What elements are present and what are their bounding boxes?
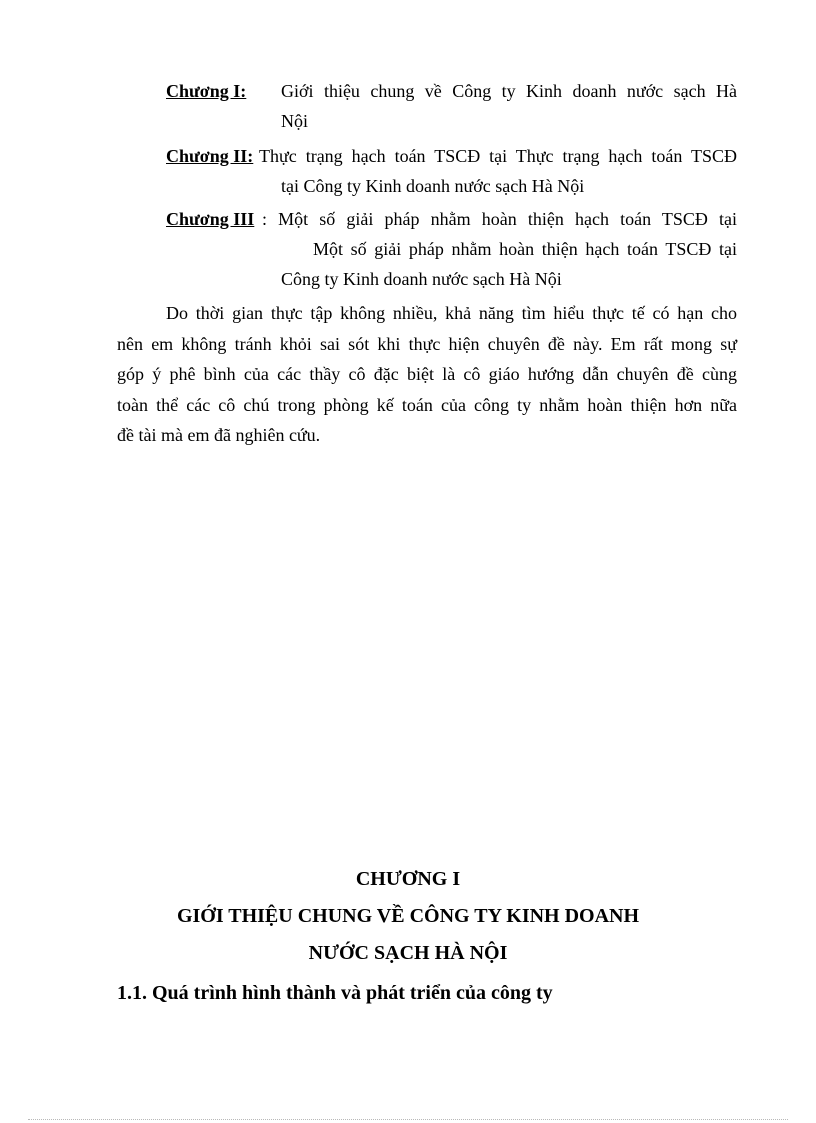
section-heading: 1.1. Quá trình hình thành và phát triển của công ty bbox=[117, 982, 553, 1004]
chapter-3-text-line-1: : Một số giải pháp nhằm hoàn thiện hạch toán TSCĐ tại bbox=[262, 209, 737, 229]
chapter-1-text-line-1: Giới thiệu chung về Công ty Kinh doanh nước sạch Hà bbox=[281, 81, 737, 101]
chapter-3-text-line-2: Một số giải pháp nhằm hoàn thiện hạch toán TSCĐ tại bbox=[313, 239, 737, 259]
chapter-3-text-line-3: Công ty Kinh doanh nước sạch Hà Nội bbox=[281, 269, 562, 289]
chapter-3-label: Chương III bbox=[166, 209, 255, 229]
page-bottom-rule bbox=[28, 1119, 788, 1120]
chapter-1-text-line-2: Nội bbox=[281, 111, 308, 131]
chapter-title-line-2: NƯỚC SẠCH HÀ NỘI bbox=[308, 942, 508, 964]
paragraph-line-2: nên em không tránh khỏi sai sót khi thực hiện chuyên đề này. Em rất mong sự bbox=[117, 334, 737, 354]
paragraph-line-1: Do thời gian thực tập không nhiều, khả năng tìm hiểu thực tế có hạn cho bbox=[166, 303, 737, 323]
paragraph-line-5: đề tài mà em đã nghiên cứu. bbox=[117, 425, 321, 445]
chapter-title-line-1: GIỚI THIỆU CHUNG VỀ CÔNG TY KINH DOANH bbox=[176, 905, 640, 927]
chapter-number-heading: CHƯƠNG I bbox=[355, 868, 461, 890]
paragraph-line-3: góp ý phê bình của các thầy cô đặc biệt là cô giáo hướng dẫn chuyên đề cùng bbox=[117, 364, 737, 384]
chapter-2-text-line-2: tại Công ty Kinh doanh nước sạch Hà Nội bbox=[281, 176, 585, 196]
paragraph-line-4: toàn thể các cô chú trong phòng kế toán của công ty nhằm hoàn thiện hơn nữa bbox=[117, 395, 737, 415]
chapter-1-label: Chương I: bbox=[166, 81, 247, 101]
chapter-2-label: Chương II: bbox=[166, 146, 254, 166]
chapter-2-text-line-1: Thực trạng hạch toán TSCĐ tại Thực trạng hạch toán TSCĐ bbox=[259, 146, 737, 166]
